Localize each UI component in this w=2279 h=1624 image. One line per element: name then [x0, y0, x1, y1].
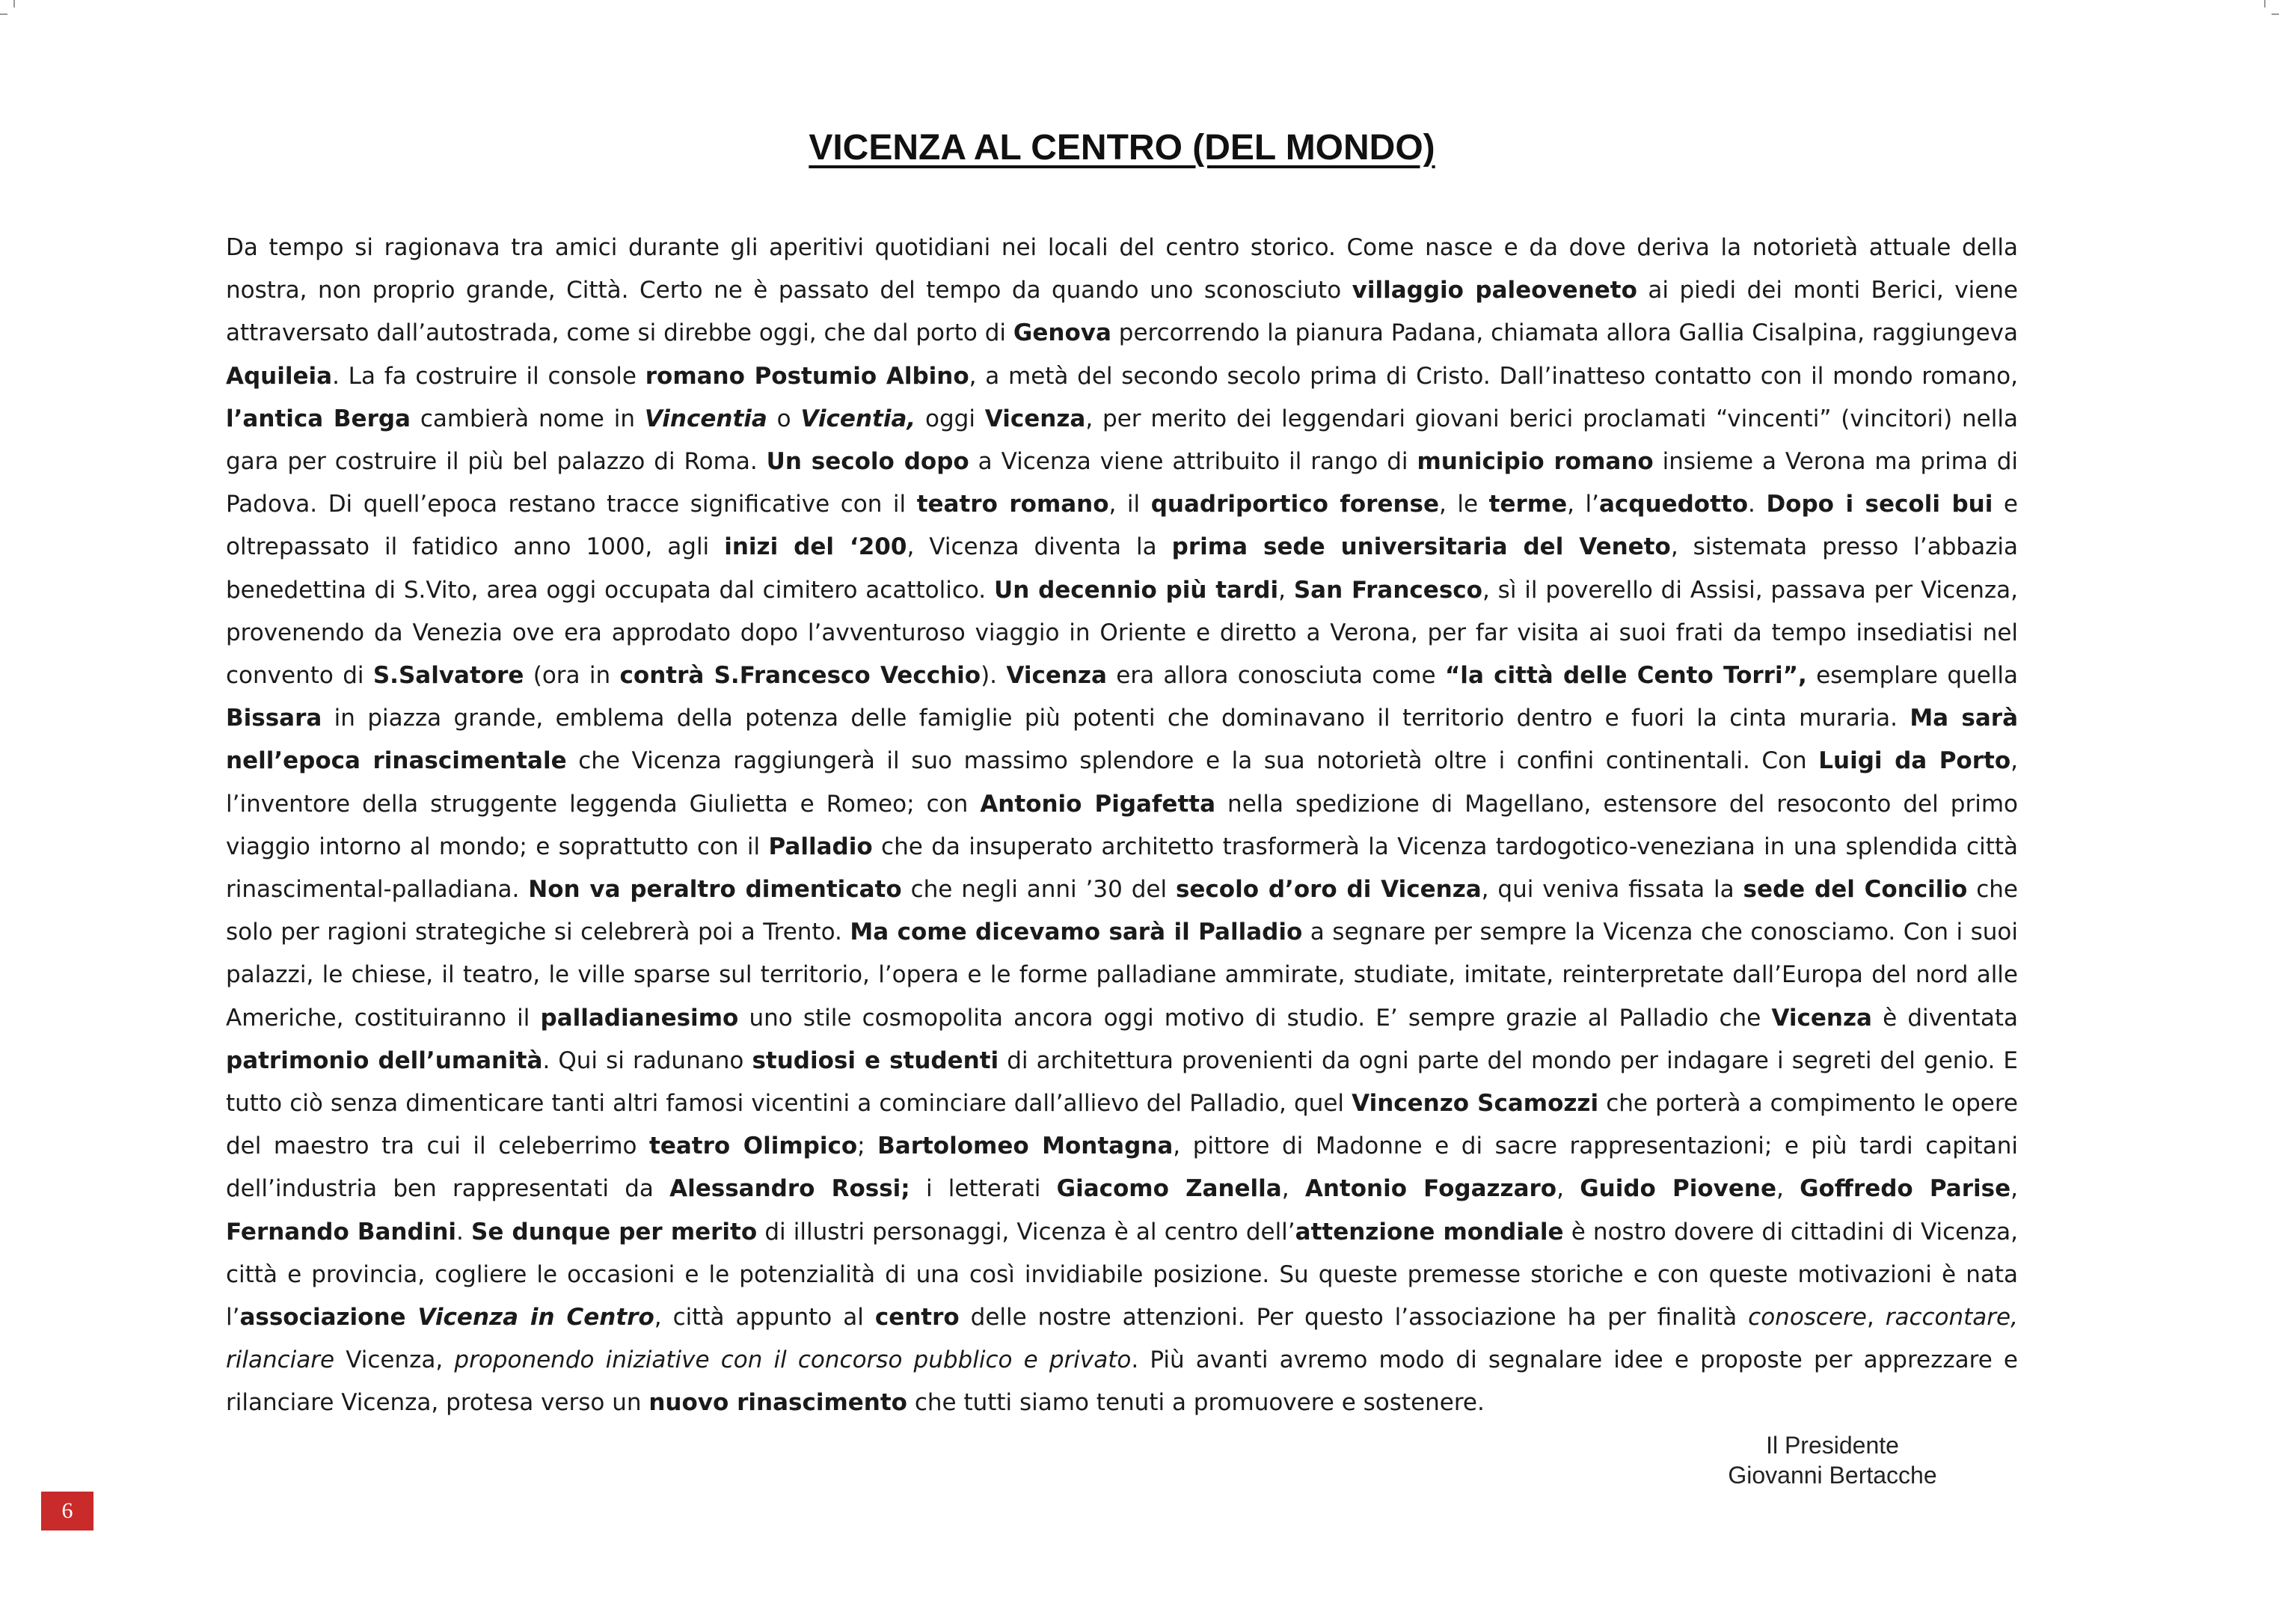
- article-emphasis: Antonio Fogazzaro: [1304, 1175, 1557, 1203]
- article-text-run: , città appunto al: [654, 1304, 875, 1332]
- article-emphasis: Aquileia: [226, 362, 333, 390]
- signature-block: [1668, 1430, 1997, 1490]
- article-text-run: , l’inventore della struggente leggenda Giulietta e Romeo; con: [226, 747, 2018, 818]
- page-title: VICENZA AL CENTRO (DEL MONDO): [809, 128, 1435, 168]
- article-text-run: .: [1748, 491, 1767, 518]
- article-text-run: ai piedi dei monti Berici, viene attraversato dall’autostrada, come si direbbe oggi, che dal porto di: [226, 277, 2018, 347]
- article-text-run: .: [456, 1218, 472, 1245]
- article-text-run: che solo per ragioni strategiche si celebrerà poi a Trento.: [226, 876, 2019, 946]
- article-emphasis: Vincenzo Scamozzi: [1352, 1090, 1599, 1118]
- article-emphasis: Alessandro Rossi;: [669, 1175, 910, 1203]
- crop-mark-top-left-vertical: [13, 0, 15, 7]
- article-text-run: ,: [1278, 576, 1294, 604]
- article-emphasis: contrà S.Francesco Vecchio: [619, 662, 981, 690]
- article-emphasis: Palladio: [768, 833, 873, 860]
- article-emphasis: Luigi da Porto: [1818, 747, 2011, 775]
- article-text-run: . Più avanti avremo modo di segnalare idee e proposte per apprezzare e rilanciare Vicenza, protesa verso un: [226, 1346, 2018, 1417]
- article-text-run: percorrendo la pianura Padana, chiamata allora Gallia Cisalpina, raggiungeva: [1111, 319, 2018, 347]
- article-body: [226, 227, 2018, 1425]
- article-emphasis: San Francesco: [1293, 576, 1482, 604]
- article-emphasis: patrimonio dell’umanità: [226, 1047, 543, 1074]
- article-emphasis: Vicentia,: [800, 405, 916, 432]
- article-text-run: , le: [1439, 491, 1489, 518]
- article-emphasis: Fernando Bandini: [226, 1218, 457, 1245]
- article-text-run: ,: [1776, 1175, 1800, 1203]
- crop-mark-top-right-vertical: [2264, 0, 2266, 7]
- article-text-run: e oltrepassato il fatidico anno 1000, agli: [226, 491, 2018, 561]
- article-text-run: , qui veniva fissata la: [1481, 876, 1743, 904]
- article-emphasis: Vincentia: [644, 405, 767, 432]
- article-text-run: nella spedizione di Magellano, estensore del resoconto del primo viaggio intorno al mondo; e soprattutto con il: [226, 790, 2018, 860]
- article-text-run: che tutti siamo tenuti a promuovere e sostenere.: [907, 1389, 1485, 1417]
- article-emphasis: Ma come dicevamo sarà il Palladio: [850, 919, 1303, 946]
- article-text-run: di illustri personaggi, Vicenza è al centro dell’: [757, 1218, 1295, 1245]
- article-italic: conoscere: [1748, 1304, 1867, 1332]
- article-text-run: , l’: [1567, 491, 1600, 518]
- article-emphasis: quadriportico forense: [1150, 491, 1440, 518]
- article-emphasis: studiosi e studenti: [752, 1047, 999, 1074]
- article-text-run: in piazza grande, emblema della potenza delle famiglie più potenti che dominavano il territorio dentro e fuori la cinta muraria.: [322, 705, 1910, 732]
- article-text-run: che negli anni ’30 del: [901, 876, 1176, 904]
- article-text-run: a segnare per sempre la Vicenza che conosciamo. Con i suoi palazzi, le chiese, il teatro, le ville sparse sul territorio, l’opera e le forme palladiane ammirate, studiate, imitate, reinterpretate dall’Europa del nord alle Americhe, costituiranno il: [226, 919, 2019, 1032]
- article-text-run: è nostro dovere di cittadini di Vicenza, città e provincia, cogliere le occasioni e le potenzialità di una così invidiabile posizione. Su queste premesse storiche e con queste motivazioni è nata l’: [226, 1218, 2019, 1332]
- article-emphasis: teatro Olimpico: [649, 1133, 858, 1160]
- article-emphasis: municipio romano: [1417, 448, 1654, 476]
- article-emphasis: secolo d’oro di Vicenza: [1175, 876, 1482, 904]
- article-text-run: era allora conosciuta come: [1106, 662, 1445, 690]
- article-text-run: Vicenza,: [334, 1346, 455, 1374]
- article-text-run: , a metà del secondo secolo prima di Cristo. Dall’inatteso contatto con il mondo romano,: [969, 362, 2018, 390]
- article-text-run: ,: [1556, 1175, 1580, 1203]
- article-text-run: , sistemata presso l’abbazia benedettina di S.Vito, area oggi occupata dal cimitero acattolico.: [226, 533, 2018, 604]
- article-emphasis: l’antica Berga: [226, 405, 411, 432]
- article-emphasis: Bissara: [226, 705, 322, 732]
- article-emphasis: Un decennio più tardi: [994, 576, 1279, 604]
- article-text-run: cambierà nome in: [410, 405, 645, 432]
- article-text-run: oggi: [915, 405, 985, 432]
- article-emphasis: Vicenza: [984, 405, 1086, 432]
- article-emphasis: palladianesimo: [540, 1004, 739, 1032]
- article-emphasis: Guido Piovene: [1580, 1175, 1776, 1203]
- article-emphasis: romano Postumio Albino: [645, 362, 969, 390]
- page-number-badge: 6: [41, 1492, 93, 1530]
- article-text-run: esemplare quella: [1806, 662, 2018, 690]
- article-emphasis: acquedotto: [1599, 491, 1749, 518]
- signature-name: Giovanni Bertacche: [1728, 1462, 1937, 1489]
- crop-mark-top-right-horizontal: [2272, 13, 2279, 15]
- article-text-run: è diventata: [1871, 1004, 2018, 1032]
- article-emphasis: Vicenza in Centro: [417, 1304, 654, 1332]
- article-text-run: ,: [2010, 1175, 2018, 1203]
- article-emphasis: prima sede universitaria del Veneto: [1171, 533, 1671, 561]
- article-emphasis: inizi del ‘200: [724, 533, 907, 561]
- article-emphasis: centro: [874, 1304, 960, 1332]
- article-text-run: . La fa costruire il console: [332, 362, 645, 390]
- article-text-run: , pittore di Madonne e di sacre rappresentazioni; e più tardi capitani dell’industria ben rappresentati da: [226, 1133, 2018, 1203]
- article-emphasis: villaggio paleoveneto: [1352, 277, 1637, 304]
- article-emphasis: Dopo i secoli bui: [1766, 491, 1993, 518]
- article-text-run: i letterati: [910, 1175, 1057, 1203]
- article-text-run: insieme a Verona ma prima di Padova. Di quell’epoca restano tracce significative con il: [226, 448, 2018, 518]
- article-emphasis: teatro romano: [916, 491, 1109, 518]
- article-emphasis: Se dunque per merito: [471, 1218, 758, 1245]
- article-text-run: uno stile cosmopolita ancora oggi motivo di studio. E’ sempre grazie al Palladio che: [738, 1004, 1772, 1032]
- article-text-run: ,: [1866, 1304, 1886, 1332]
- article-emphasis: Non va peraltro dimenticato: [528, 876, 902, 904]
- signature-role: Il Presidente: [1766, 1432, 1899, 1459]
- article-text-run: a Vicenza viene attribuito il rango di: [969, 448, 1417, 476]
- article-emphasis: Vicenza: [1006, 662, 1107, 690]
- article-italic: proponendo iniziative con il concorso pubblico e privato: [454, 1346, 1132, 1374]
- article-text-run: delle nostre attenzioni. Per questo l’associazione ha per finalità: [959, 1304, 1749, 1332]
- article-text-run: che porterà a compimento le opere del maestro tra cui il celeberrimo: [226, 1090, 2018, 1160]
- article-text-run: , per merito dei leggendari giovani berici proclamati “vincenti” (vincitori) nella gara per costruire il più bel palazzo di Roma.: [226, 405, 2018, 476]
- article-emphasis: Bartolomeo Montagna: [877, 1133, 1174, 1160]
- article-text-run: o: [767, 405, 801, 432]
- article-emphasis: Ma sarà nell’epoca rinascimentale: [226, 705, 2018, 775]
- article-emphasis: associazione: [239, 1304, 418, 1332]
- article-emphasis: “la città delle Cento Torri”,: [1444, 662, 1807, 690]
- article-emphasis: sede del Concilio: [1743, 876, 1968, 904]
- crop-mark-top-left-horizontal: [0, 13, 7, 15]
- article-emphasis: terme: [1488, 491, 1568, 518]
- article-text-run: di architettura provenienti da ogni parte del mondo per indagare i segreti del genio. E tutto ciò senza dimenticare tanti altri famosi vicentini a cominciare dall’allievo del Palladio, quel: [226, 1047, 2018, 1118]
- article-emphasis: attenzione mondiale: [1295, 1218, 1564, 1245]
- article-text-run: , sì il poverello di Assisi, passava per Vicenza, provenendo da Venezia ove era approdato dopo l’avventuroso viaggio in Oriente e diretto a Verona, per far visita ai suoi frati da tempo insediatisi nel convento di: [226, 576, 2019, 690]
- article-emphasis: Un secolo dopo: [766, 448, 969, 476]
- article-text-run: , il: [1108, 491, 1151, 518]
- article-emphasis: Goffredo Parise: [1800, 1175, 2011, 1203]
- article-emphasis: S.Salvatore: [372, 662, 524, 690]
- article-emphasis: nuovo rinascimento: [648, 1389, 907, 1417]
- article-emphasis: Vicenza: [1771, 1004, 1872, 1032]
- article-emphasis: Giacomo Zanella: [1056, 1175, 1282, 1203]
- article-text-run: ,: [1281, 1175, 1305, 1203]
- article-text-run: che Vicenza raggiungerà il suo massimo splendore e la sua notorietà oltre i confini continentali. Con: [566, 747, 1819, 775]
- article-text-run: (ora in: [524, 662, 620, 690]
- article-italic: raccontare, rilanciare: [226, 1304, 2018, 1374]
- article-text-run: ;: [857, 1133, 878, 1160]
- article-text-run: Da tempo si ragionava tra amici durante gli aperitivi quotidiani nei locali del centro storico. Come nasce e da dove deriva la notorietà attuale della nostra, non proprio grande, Città. Certo ne è passato del tempo da quando uno sconosciuto: [226, 234, 2018, 304]
- article-text-run: , Vicenza diventa la: [907, 533, 1172, 561]
- article-emphasis: Genova: [1013, 319, 1111, 347]
- article-text-run: . Qui si radunano: [542, 1047, 752, 1074]
- article-emphasis: Antonio Pigafetta: [980, 790, 1215, 818]
- article-text-run: ).: [981, 662, 1007, 690]
- article-text-run: che da insuperato architetto trasformerà la Vicenza tardogotico-veneziana in una splendida città rinascimental-palladiana.: [226, 833, 2019, 904]
